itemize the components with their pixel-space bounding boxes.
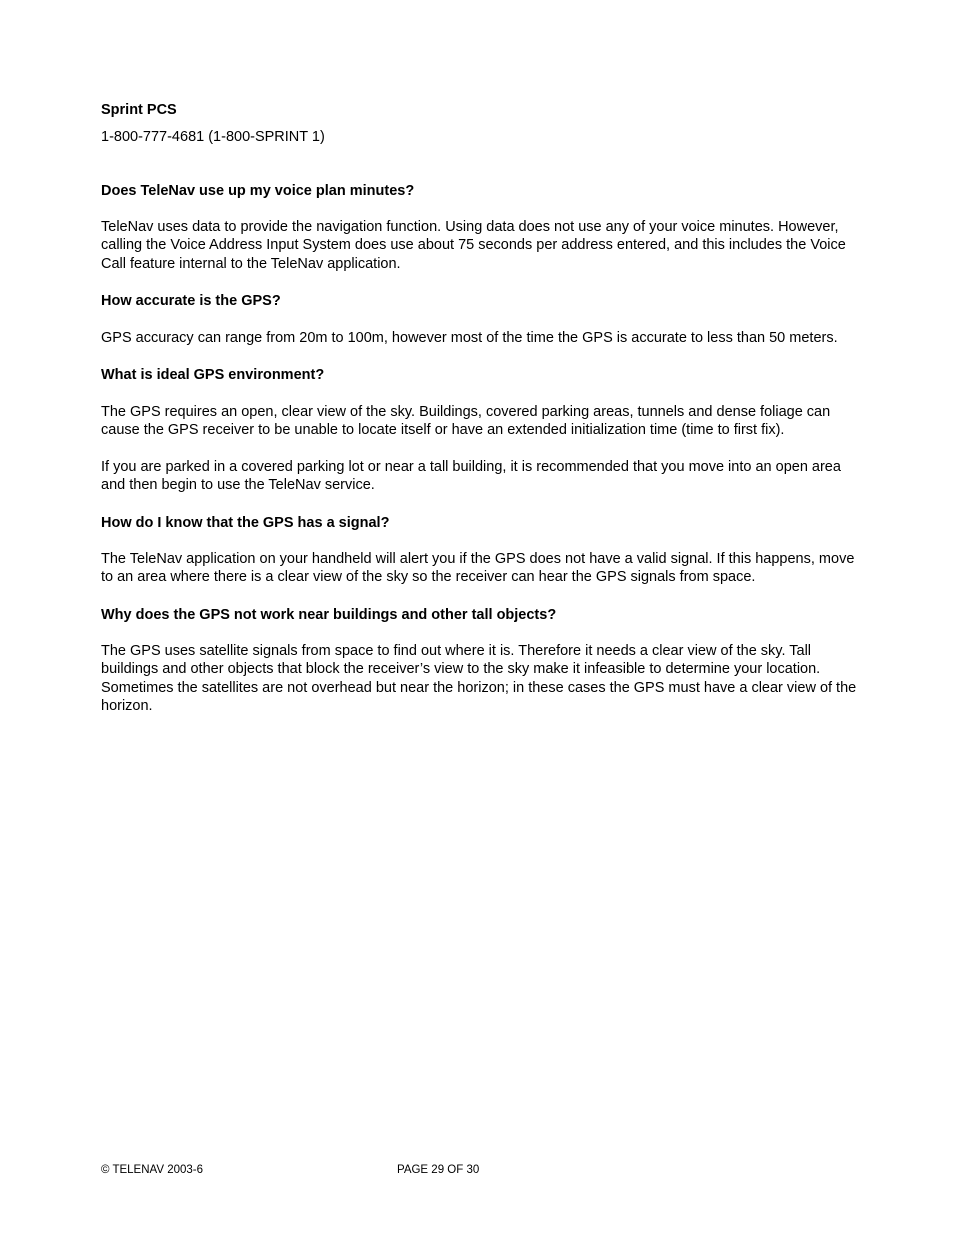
faq-question-4: How do I know that the GPS has a signal? [101,514,390,531]
faq-answer-3a: The GPS requires an open, clear view of the sky. Buildings, covered parking areas, tunnels and dense foliage can cause the GPS receiver to be unable to locate itself or have an extended initialization time (time to first fix). [101,403,831,438]
faq-answer-1: TeleNav uses data to provide the navigation function. Using data does not use any of your voice minutes. However, calling the Voice Address Input System does use about 75 seconds per address entered, and this includes the Voice Call feature internal to the TeleNav application. [101,218,846,272]
faq-answer-2: GPS accuracy can range from 20m to 100m, however most of the time the GPS is accurate to less than 50 meters. [101,330,838,346]
footer-page-number: PAGE 29 OF 30 [397,1164,480,1176]
faq-question-1: Does TeleNav use up my voice plan minutes? [101,182,415,199]
faq-answer-3b: If you are parked in a covered parking lot or near a tall building, it is recommended that you move into an open area and then begin to use the TeleNav service. [101,458,841,493]
faq-question-5: Why does the GPS not work near buildings and other tall objects? [101,606,557,623]
footer-copyright: © TELENAV 2003-6 [101,1164,204,1176]
document-body [101,101,861,716]
contact-company: Sprint PCS [101,102,177,118]
faq-answer-4: The TeleNav application on your handheld will alert you if the GPS does not have a valid signal. If this happens, move to an area where there is a clear view of the sky so the receiver can hear the GPS signals from space. [101,550,855,585]
faq-question-3: What is ideal GPS environment? [101,366,325,383]
faq-question-2: How accurate is the GPS? [101,293,281,309]
faq-answer-5: The GPS uses satellite signals from space to find out where it is. Therefore it needs a clear view of the sky. Tall buildings and other objects that block the receiver’s view to the sky make it infeasible to determine your location. Sometimes the satellites are not overhead but near the horizon; in these cases the GPS must have a clear view of the horizon. [101,642,857,714]
contact-phone: 1-800-777-4681 (1-800-SPRINT 1) [101,129,325,145]
